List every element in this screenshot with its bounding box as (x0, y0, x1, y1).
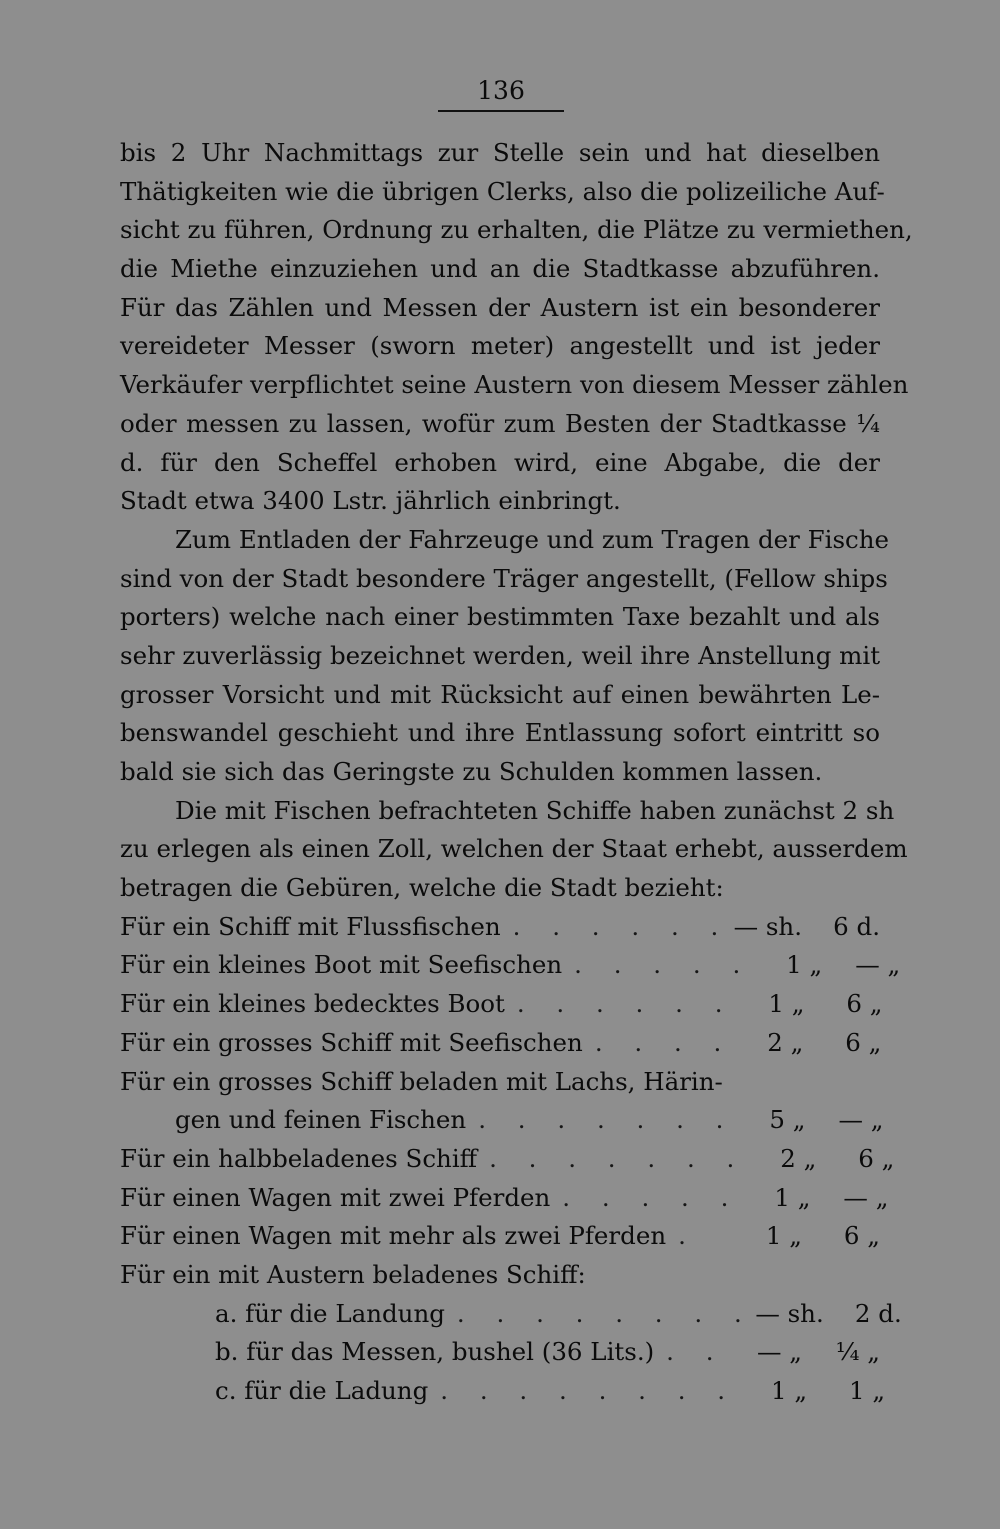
text-line: Thätigkeiten wie die übrigen Clerks, also die polizeiliche Auf- (120, 176, 885, 206)
fee-row (120, 1372, 886, 1411)
leader-dots: . . . . . . (516, 989, 735, 1019)
fee-label: Für ein halbbeladenes Schiff (120, 1143, 478, 1173)
leader-dots: . . . . . . . (478, 1105, 736, 1135)
text-line: betragen die Gebüren, welche die Stadt bezieht: (120, 873, 724, 903)
text-line: Zum Entladen der Fahrzeuge und zum Tragen der Fische (175, 524, 890, 554)
text-line: benswandel geschieht und ihre Entlassung sofort eintritt so (120, 718, 880, 748)
text-line: vereideter Messer (sworn meter) angestellt und ist jeder (120, 331, 880, 361)
fee-pence: 6 „ (843, 1221, 880, 1251)
page-number-rule (438, 110, 564, 112)
text-line: zu erlegen als einen Zoll, welchen der Staat erhebt, ausserdem (120, 834, 908, 864)
fee-label: b. für das Messen, bushel (36 Lits.) (215, 1337, 655, 1367)
fee-pence: 6 „ (846, 989, 883, 1019)
text-line: die Miethe einzuziehen und an die Stadtkasse abzuführen. (120, 254, 880, 284)
fee-label: c. für die Ladung (215, 1376, 429, 1405)
fee-label: Für ein grosses Schiff beladen mit Lachs, Härin- (120, 1066, 723, 1096)
fee-row (120, 1295, 902, 1334)
fee-row (120, 908, 880, 947)
leader-dots: . . . . . . . . (440, 1376, 738, 1405)
fee-row (120, 1217, 880, 1256)
text-line: sehr zuverlässig bezeichnet werden, weil ihre Anstellung mit (120, 640, 881, 670)
leader-dots: . . . . . (574, 950, 753, 980)
fee-label: Für ein grosses Schiff mit Seefischen (120, 1027, 583, 1057)
fee-row (120, 1333, 880, 1372)
text-line: d. für den Scheffel erhoben wird, eine Abgabe, die der (120, 447, 880, 477)
fee-shillings: 1 „ (765, 1221, 802, 1251)
leader-dots: . . . . . . . . (456, 1298, 754, 1328)
fee-shillings: 1 „ (774, 1182, 811, 1212)
text-line: Für das Zählen und Messen der Austern ist ein besonderer (120, 292, 880, 322)
fee-shillings: 5 „ (769, 1105, 806, 1135)
fee-row (120, 946, 901, 985)
fee-shillings: 1 „ (771, 1376, 808, 1405)
leader-dots: . . . . . . . (489, 1143, 747, 1173)
fee-row (120, 1140, 895, 1179)
leader-dots: . (678, 1221, 698, 1251)
fee-row (120, 1024, 880, 1063)
fee-label: gen und feinen Fischen (175, 1105, 467, 1135)
page-number: 136 (477, 76, 525, 105)
fee-label: a. für die Landung (215, 1298, 445, 1328)
text-line: grosser Vorsicht und mit Rücksicht auf einen bewährten Le- (120, 679, 880, 709)
fee-shillings: 2 „ (780, 1143, 817, 1173)
fee-row (120, 1101, 884, 1140)
text-line: sicht zu führen, Ordnung zu erhalten, die Plätze zu vermiethen, (120, 215, 913, 245)
fee-pence: — „ (838, 1105, 884, 1135)
text-line: bald sie sich das Geringste zu Schulden kommen lassen. (120, 757, 823, 786)
fee-row (120, 1179, 889, 1218)
text-line: bis 2 Uhr Nachmittags zur Stelle sein und hat dieselben (120, 138, 880, 167)
paragraph-clerks (120, 134, 913, 521)
text-line: oder messen zu lassen, wofür zum Besten der Stadtkasse ¼ (120, 408, 880, 438)
fee-label: Für einen Wagen mit zwei Pferden (120, 1182, 551, 1212)
leader-dots: . . . . . . (512, 911, 731, 941)
text-line: porters) welche nach einer bestimmten Taxe bezahlt und als (120, 602, 880, 632)
fee-pence: — „ (855, 950, 901, 980)
fee-shillings: 2 „ (767, 1027, 804, 1057)
fee-shillings: — sh. (733, 911, 802, 941)
fee-shillings: — „ (757, 1337, 802, 1367)
fee-shillings: — sh. (755, 1298, 824, 1328)
fee-shillings: 1 „ (786, 950, 823, 980)
text-line: Verkäufer verpflichtet seine Austern von diesem Messer zählen (120, 370, 909, 400)
fee-row (120, 985, 883, 1024)
fee-label: Für einen Wagen mit mehr als zwei Pferden (120, 1221, 667, 1251)
fee-pence: 1 „ (849, 1376, 886, 1405)
text-line: sind von der Stadt besondere Träger angestellt, (Fellow ships (120, 563, 888, 593)
fee-pence: — „ (843, 1182, 889, 1212)
body-text (120, 134, 913, 1411)
fee-label: Für ein kleines Boot mit Seefischen (120, 950, 563, 980)
fee-pence: 6 „ (845, 1027, 882, 1057)
fee-pence: 2 d. (854, 1298, 902, 1328)
leader-dots: . . (666, 1337, 726, 1367)
fee-label: Für ein Schiff mit Flussfischen (120, 911, 501, 941)
fee-group-heading: Für ein mit Austern beladenes Schiff: (120, 1259, 586, 1289)
text-line: Die mit Fischen befrachteten Schiffe haben zunächst 2 sh (175, 795, 895, 825)
leader-dots: . . . . (594, 1027, 734, 1057)
fee-table (120, 908, 902, 1411)
fee-pence: 6 d. (833, 911, 880, 941)
leader-dots: . . . . . (562, 1182, 741, 1212)
fee-pence: ¼ „ (835, 1337, 880, 1367)
fee-pence: 6 „ (858, 1143, 895, 1173)
fee-shillings: 1 „ (768, 989, 805, 1019)
fee-label: Für ein kleines bedecktes Boot (120, 989, 505, 1019)
paragraph-fees-intro (120, 792, 908, 908)
paragraph-porters (120, 521, 890, 792)
text-line: Stadt etwa 3400 Lstr. jährlich einbringt. (120, 486, 621, 516)
